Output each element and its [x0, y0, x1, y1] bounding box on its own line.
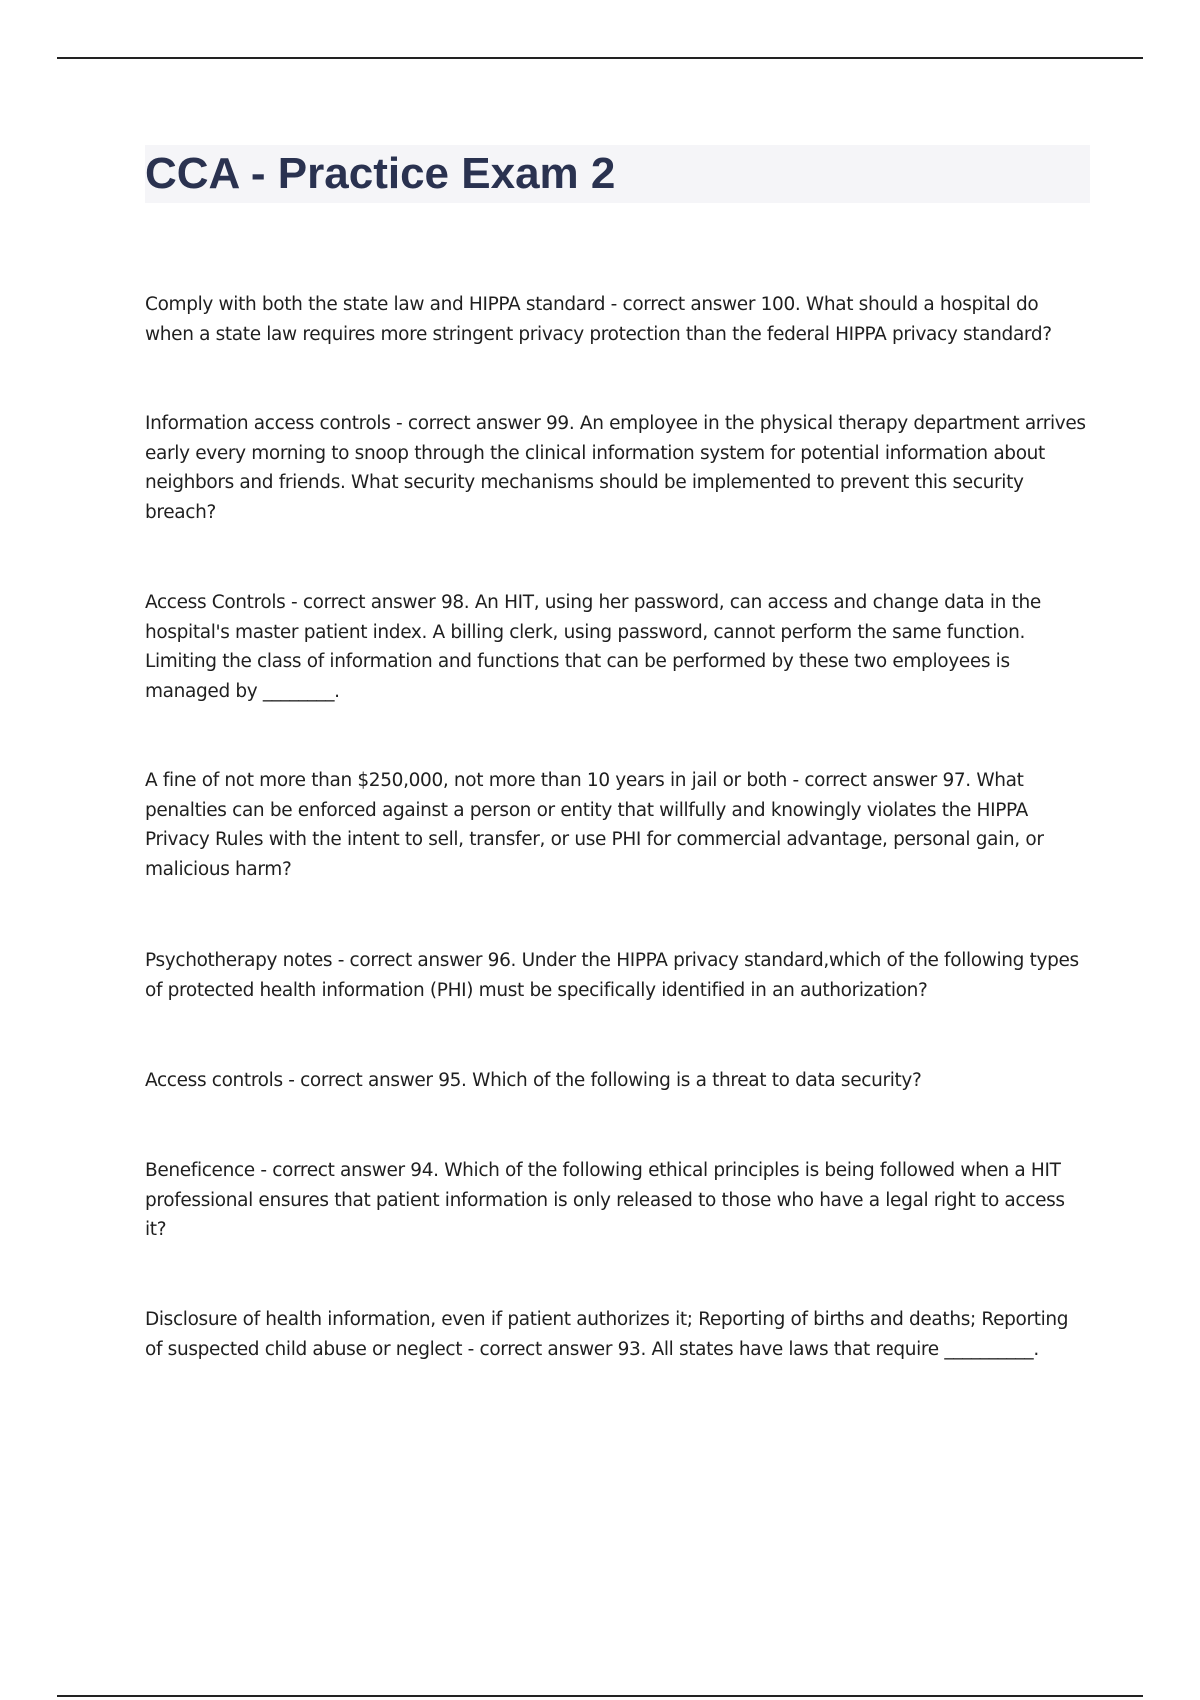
- qa-entry-94: Beneficence - correct answer 94. Which of the following ethical principles is being followed when a HIT professional ensures that patient information is only released to those who have a legal right to access it?: [145, 1160, 1065, 1240]
- qa-entry-96: Psychotherapy notes - correct answer 96. Under the HIPPA privacy standard,which of the following types of protected health information (PHI) must be specifically identified in an authorization?: [145, 950, 1079, 1001]
- qa-entry-99: Information access controls - correct answer 99. An employee in the physical therapy department arrives early every morning to snoop through the clinical information system for potential information about neighbors and friends. What security mechanisms should be implemented to prevent this security breach?: [145, 413, 1086, 523]
- qa-entry-100: Comply with both the state law and HIPPA standard - correct answer 100. What should a hospital do when a state law requires more stringent privacy protection than the federal HIPPA privacy standard?: [145, 294, 1052, 345]
- qa-entry-95: Access controls - correct answer 95. Which of the following is a threat to data security?: [145, 1070, 922, 1091]
- header-rule: [57, 57, 1143, 59]
- qa-entry-93: Disclosure of health information, even if patient authorizes it; Reporting of births and deaths; Reporting of suspected child abuse or neglect - correct answer 93. All states have laws that require __________.: [145, 1309, 1069, 1360]
- qa-entry-97: A fine of not more than $250,000, not more than 10 years in jail or both - correct answer 97. What penalties can be enforced against a person or entity that willfully and knowingly violates the HIPPA Privacy Rules with the intent to sell, transfer, or use PHI for commercial advantage, personal gain, or malicious harm?: [145, 770, 1044, 880]
- title-banner: [145, 145, 1090, 203]
- footer-rule: [57, 1695, 1143, 1697]
- qa-entry-98: Access Controls - correct answer 98. An HIT, using her password, can access and change data in the hospital's master patient index. A billing clerk, using password, cannot perform the same function. Limiting the class of information and functions that can be performed by these two employees is managed by ________.: [145, 592, 1041, 702]
- document-title: CCA - Practice Exam 2: [145, 149, 616, 198]
